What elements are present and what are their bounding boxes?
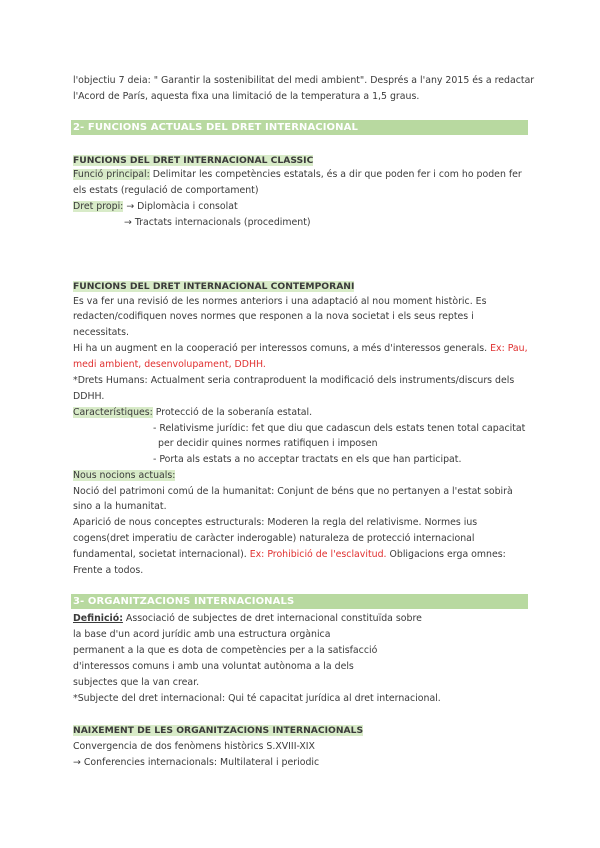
nous-nocions-line (73, 469, 175, 482)
classic-heading-text: FUNCIONS DEL DRET INTERNACIONAL CLASSIC (73, 155, 314, 166)
funcio-text: Delimitar les competències estatals, és a dir que poden fer i com ho poden fer (149, 169, 522, 180)
caracteristiques-bullet-1-cont: per decidir quines normes ratifiquen i imposen (158, 438, 378, 449)
p2-text: Hi ha un augment en la cooperació per interessos comuns, a més d'interessos generals. (73, 343, 491, 354)
classic-funcio-line (73, 168, 522, 181)
contemporani-p1-l2: redacten/codifiquen noves normes que responen a la nova societat i els seus reptes i (73, 311, 474, 322)
intro-line-1: l'objectiu 7 deia: " Garantir la sostenibilitat del medi ambient". Després a l'any 2015 és a redactar (73, 75, 535, 86)
caracteristiques-label: Característiques: (73, 407, 153, 418)
nous-l4: cogens(dret imperatiu de caràcter inderogable) naturaleza de protecció internacional (73, 533, 475, 544)
nous-l5-red-example: Ex: Prohibició de l'esclavitud. (249, 549, 387, 560)
definicio-l4: d'interessos comuns i amb una voluntat autònoma a la dels (73, 661, 354, 672)
subjecte-line: *Subjecte del dret internacional: Qui té capacitat jurídica al dret internacional. (73, 693, 441, 704)
nous-l5-a: fundamental, societat internacional). (73, 549, 250, 560)
contemporani-p3-l1: *Drets Humans: Actualment seria contraproduent la modificació dels instruments/discurs dels (73, 375, 515, 386)
section-3-heading: 3- ORGANITZACIONS INTERNACIONALS (71, 594, 528, 609)
classic-propi-line (73, 200, 238, 213)
contemporani-p1-l3: necessitats. (73, 327, 129, 338)
definicio-l3: permanent a la que es dota de competències per a la satisfacció (73, 645, 378, 656)
definicio-line (73, 612, 422, 625)
funcio-label: Funció principal: (73, 169, 150, 180)
definicio-l2: la base d'un acord jurídic amb una estructura orgànica (73, 629, 331, 640)
contemporani-p1-l1: Es va fer una revisió de les normes anteriors i una adaptació al nou moment històric. Es (73, 296, 487, 307)
classic-funcio-line-2: els estats (regulació de comportament) (73, 185, 259, 196)
nous-l5 (73, 548, 506, 561)
definicio-l5: subjectes que la van crear. (73, 677, 200, 688)
contemporani-heading-text: FUNCIONS DEL DRET INTERNACIONAL CONTEMPORANI (73, 281, 355, 292)
contemporani-p2-l1 (73, 342, 528, 355)
naixement-heading (73, 724, 363, 737)
definicio-text: Associació de subjectes de dret internacional constituïda sobre (122, 613, 422, 624)
naixement-l2: → Conferencies internacionals: Multilateral i periodic (73, 757, 320, 768)
caracteristiques-bullet-1: - Relativisme jurídic: fet que diu que cadascun dels estats tenen total capacitat (153, 423, 526, 434)
contemporani-heading (73, 280, 354, 293)
intro-line-2: l'Acord de París, aquesta fixa una limitació de la temperatura a 1,5 graus. (73, 91, 420, 102)
nous-l1: Noció del patrimoni comú de la humanitat: Conjunt de béns que no pertanyen a l'estat sobirà (73, 486, 513, 497)
contemporani-p3-l2: DDHH. (73, 391, 105, 402)
naixement-heading-text: NAIXEMENT DE LES ORGANITZACIONS INTERNACIONALS (73, 725, 364, 736)
classic-heading (73, 154, 313, 167)
propi-label: Dret propi: (73, 201, 124, 212)
p2-red-example: Ex: Pau, (490, 343, 528, 354)
propi-item-2: → Tractats internacionals (procediment) (124, 217, 311, 228)
nous-nocions-label: Nous nocions actuals: (73, 470, 176, 481)
caracteristiques-text: Protecció de la soberanía estatal. (152, 407, 313, 418)
caracteristiques-line (73, 406, 312, 419)
caracteristiques-bullet-2: - Porta als estats a no acceptar tractats en els que han participat. (153, 454, 462, 465)
nous-l2: sino a la humanitat. (73, 501, 167, 512)
definicio-label: Definició: (73, 613, 123, 624)
section-2-heading: 2- FUNCIONS ACTUALS DEL DRET INTERNACIONAL (71, 120, 528, 135)
nous-l5-b: Obligacions erga omnes: (386, 549, 506, 560)
propi-item-1: → Diplomàcia i consolat (123, 201, 238, 212)
naixement-l1: Convergencia de dos fenòmens històrics S.XVIII-XIX (73, 741, 315, 752)
nous-l3: Aparició de nous conceptes estructurals: Moderen la regla del relativisme. Normes ius (73, 517, 478, 528)
contemporani-p2-l2: medi ambient, desenvolupament, DDHH. (73, 359, 266, 370)
nous-l6: Frente a todos. (73, 565, 144, 576)
